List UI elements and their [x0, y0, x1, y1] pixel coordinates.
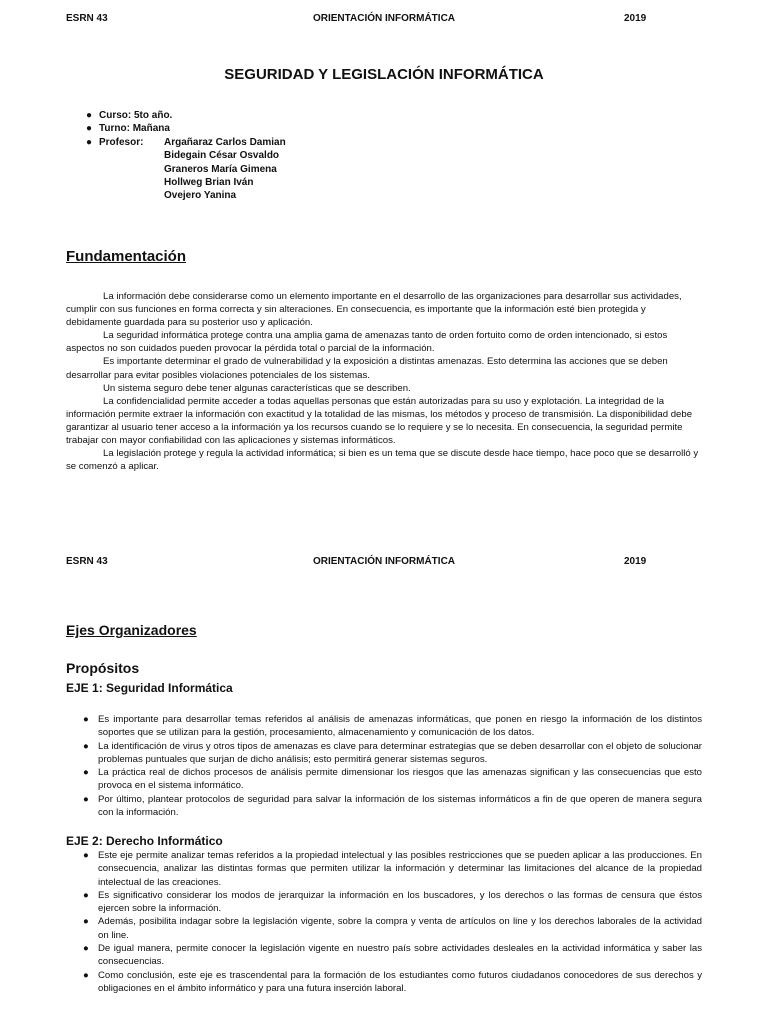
eje2-list	[80, 849, 702, 995]
document-title: SEGURIDAD Y LEGISLACIÓN INFORMÁTICA	[224, 66, 544, 83]
list-item	[86, 122, 286, 135]
list-item-text: Este eje permite analizar temas referidos a la propiedad intelectual y las posibles restricciones que se pueden aplicar a las producciones. En consecuencia, analizar las distintas formas que permiten utilizar la información y determinar las limitaciones del alcance de la propiedad intelectual de las creaciones.	[98, 850, 702, 888]
bullet-icon: ●	[83, 740, 89, 752]
list-item	[86, 136, 286, 149]
list-item	[80, 793, 702, 820]
header-subject: ORIENTACIÓN INFORMÁTICA	[312, 13, 456, 24]
header-subject: ORIENTACIÓN INFORMÁTICA	[312, 556, 456, 567]
paragraph: Un sistema seguro debe tener algunas características que se describen.	[103, 382, 411, 394]
profesor-label: Profesor:	[99, 136, 144, 148]
profesor-name: Ovejero Yanina	[164, 190, 237, 202]
bullet-icon: ●	[83, 943, 89, 955]
turno-text: Turno: Mañana	[99, 123, 170, 135]
list-item-text: La práctica real de dichos procesos de análisis permite dimensionar los riesgos que las amenazas significan y las consecuencias que esto provoca en el sistema informático.	[98, 767, 702, 792]
eje2-title: EJE 2: Derecho Informático	[66, 834, 223, 848]
bullet-icon: ●	[86, 110, 93, 121]
fundamentacion-body	[66, 290, 702, 473]
paragraph: La confidencialidad permite acceder a todas aquellas personas que están autorizadas para su uso y explotación. La integridad de la información permite extraer la información con exactitud y la totalidad de las mismas, los métodos y proceso de transmisión. La disponibilidad debe garantizar al usuario tener acceso a la información ya los recursos cuando se lo requiere y se lo necesita. En consecuencia, la seguridad permite trabajar con mayor confiabilidad con las aplicaciones y sistemas informáticos.	[66, 395, 693, 447]
paragraph: Es importante determinar el grado de vulnerabilidad y la exposición a distintas amenazas. Esto determina las acciones que se deben desarrollar para evitar posibles violaciones potenciales de los sistemas.	[66, 356, 668, 381]
bullet-icon: ●	[83, 793, 89, 805]
bullet-icon: ●	[83, 916, 89, 928]
eje1-title: EJE 1: Seguridad Informática	[66, 681, 233, 695]
list-item-text: Además, posibilita indagar sobre la legislación vigente, sobre la compra y venta de artículos on line y los derechos laborales de la actividad on line.	[98, 916, 702, 941]
list-item-text: Como conclusión, este eje es trascendental para la formación de los estudiantes como futuros ciudadanos conocedores de sus derechos y obligaciones en el ámbito informático y para una futura inserción laboral.	[98, 969, 702, 994]
header-school: ESRN 43	[66, 13, 108, 24]
list-item	[80, 915, 702, 942]
list-item	[80, 889, 702, 916]
section-heading-ejes: Ejes Organizadores	[66, 622, 197, 638]
list-item-text: Es importante para desarrollar temas referidos al análisis de amenazas informáticas, que ponen en riesgo la información de los distintos soportes que se utilizan para la gestión, procesamiento, almacenamiento y comunicación de los datos.	[98, 714, 702, 739]
curso-text: Curso: 5to año.	[99, 110, 173, 121]
list-item	[80, 969, 702, 996]
header-year: 2019	[624, 556, 647, 567]
list-item	[80, 849, 702, 889]
paragraph: La seguridad informática protege contra una amplia gama de amenazas tanto de orden fortuito como de orden intencionado, si estos aspectos no son cuidados pueden provocar la pérdida total o parcial de la información.	[66, 330, 668, 355]
list-item	[80, 766, 702, 793]
list-item-text: Por último, plantear protocolos de seguridad para salvar la información de los sistemas informáticos a fin de que operen de manera segura con la información.	[98, 793, 702, 819]
profesor-name: Argañaraz Carlos Damian	[164, 136, 286, 148]
profesor-name: Hollweg Brian Iván	[164, 177, 254, 189]
header-year: 2019	[624, 13, 647, 24]
list-item	[80, 713, 702, 740]
list-item-text: Es significativo considerar los modos de jerarquizar la información en los buscadores, y los derechos o las formas de censura que éstos ejercen sobre la información.	[98, 889, 702, 915]
subheading-propositos: Propósitos	[66, 660, 140, 676]
bullet-icon: ●	[83, 767, 89, 779]
bullet-icon: ●	[86, 123, 93, 135]
list-item-text: La identificación de virus y otros tipos de amenazas es clave para determinar estrategias que se deben desarrollar con el objeto de solucionar problemas puntuales que surjan de dicho análisis; esto permitirá generar sistemas seguros.	[98, 740, 702, 765]
page-header	[0, 556, 768, 570]
course-info	[86, 109, 286, 203]
bullet-icon: ●	[83, 889, 89, 901]
header-school: ESRN 43	[66, 556, 108, 567]
list-item	[80, 740, 702, 767]
page-header	[0, 13, 768, 27]
list-item	[80, 942, 702, 969]
section-heading-fundamentacion: Fundamentación	[66, 248, 187, 265]
bullet-icon: ●	[86, 136, 93, 148]
bullet-icon: ●	[83, 850, 89, 861]
paragraph: La información debe considerarse como un elemento importante en el desarrollo de las organizaciones para desarrollar sus actividades, cumplir con sus funciones en forma correcta y sin alteraciones. En consecuencia, es importante que la información esté bien protegida y debidamente guardada para su posterior uso y aplicación.	[66, 291, 682, 329]
paragraph: La legislación protege y regula la actividad informática; si bien es un tema que se discute desde hace tiempo, hace poco que se desarrolló y se comenzó a aplicar.	[66, 448, 699, 473]
list-item	[86, 109, 286, 122]
profesor-name: Bidegain César Osvaldo	[164, 150, 280, 162]
bullet-icon: ●	[83, 969, 89, 981]
profesor-name: Graneros María Gimena	[164, 163, 277, 175]
list-item-text: De igual manera, permite conocer la legislación vigente en nuestro país sobre actividades desleales en la actividad informática y saber las consecuencias.	[98, 943, 702, 968]
bullet-icon: ●	[83, 714, 89, 725]
eje1-list	[80, 713, 702, 819]
